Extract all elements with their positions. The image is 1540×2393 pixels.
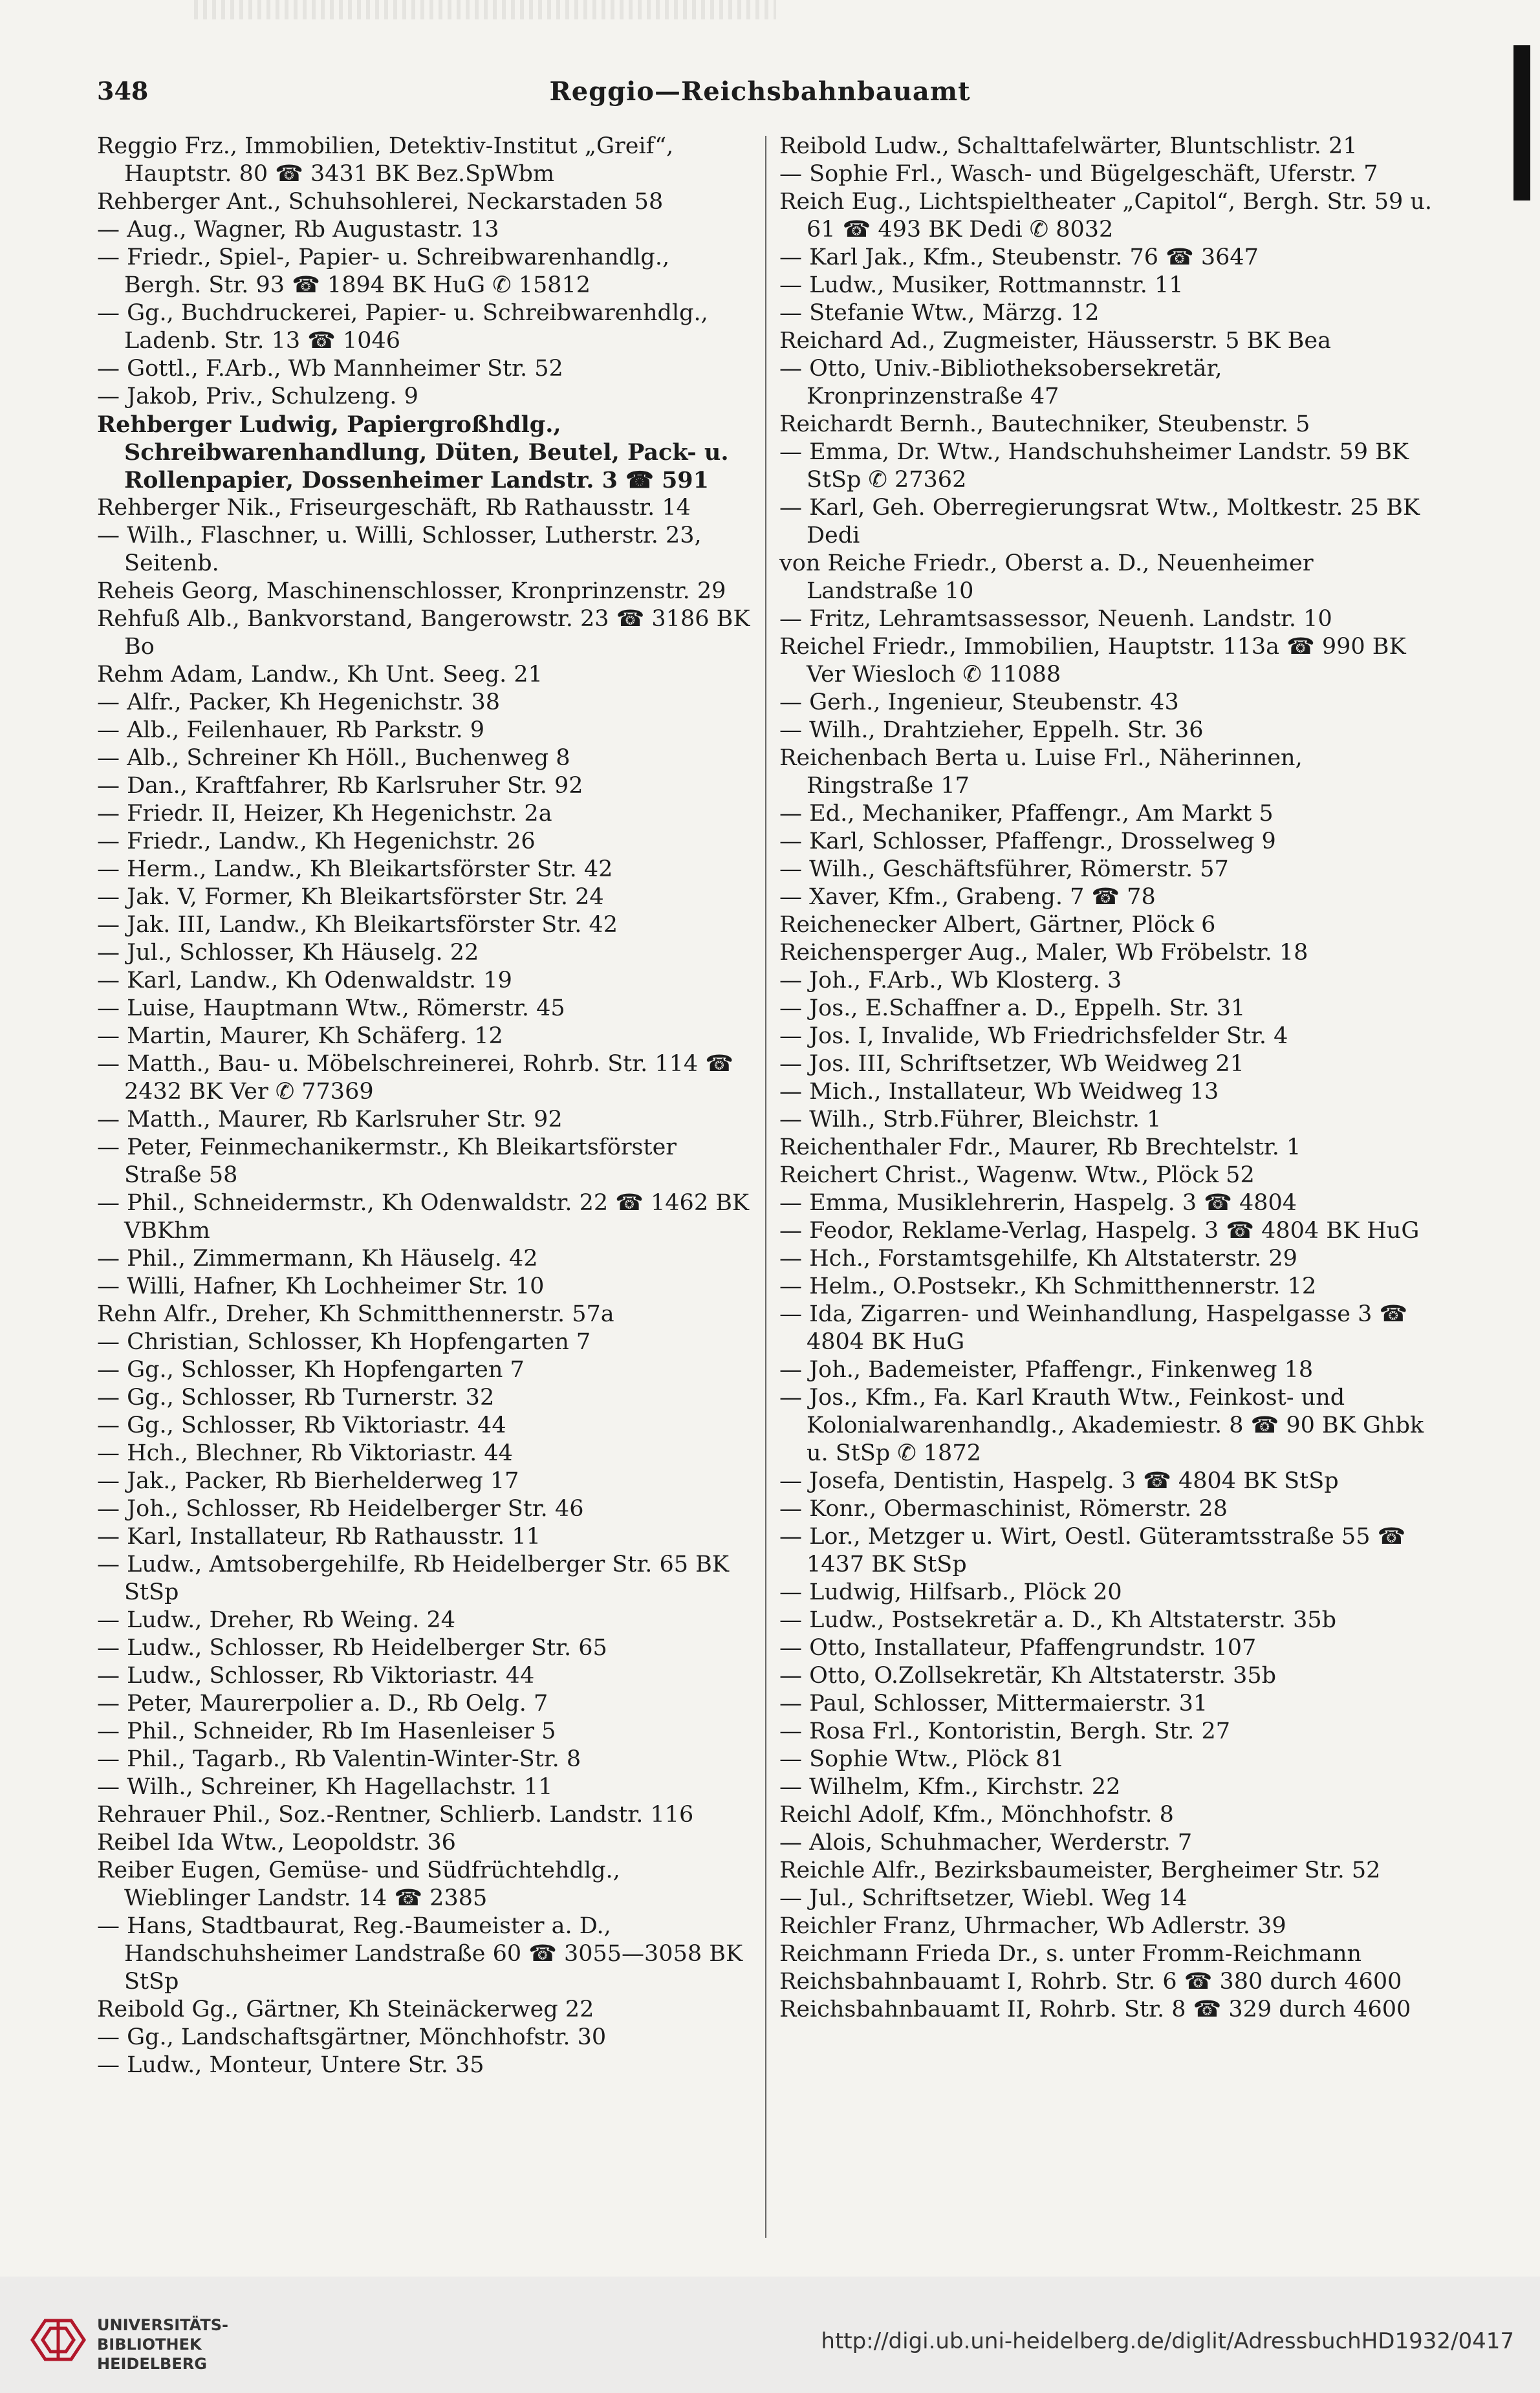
directory-entry: Rehn Alfr., Dreher, Kh Schmitthennerstr. 57a [97, 1301, 614, 1327]
scan-edge-bar [1513, 45, 1530, 200]
scan-noise [194, 0, 776, 19]
directory-entry: — Wilh., Geschäftsführer, Römerstr. 57 [779, 856, 1229, 882]
directory-entry: — Phil., Zimmermann, Kh Häuselg. 42 [97, 1246, 538, 1272]
directory-entry: — Gg., Schlosser, Kh Hopfengarten 7 [97, 1357, 525, 1383]
directory-entry: Reich Eug., Lichtspieltheater „Capitol“, Bergh. Str. 59 u. 61 ☎ 493 BK Dedi ✆ 8032 [779, 189, 1433, 243]
directory-entry: — Matth., Maurer, Rb Karlsruher Str. 92 [97, 1107, 563, 1132]
directory-entry: — Phil., Tagarb., Rb Valentin-Winter-Str. 8 [97, 1746, 581, 1772]
directory-entry: Reichel Friedr., Immobilien, Hauptstr. 113a ☎ 990 BK Ver Wiesloch ✆ 11088 [779, 634, 1406, 688]
directory-entry: — Otto, Univ.-Bibliotheksobersekretär, Kronprinzenstraße 47 [779, 356, 1222, 409]
directory-entry: Reibel Ida Wtw., Leopoldstr. 36 [97, 1830, 456, 1856]
directory-entry: — Josefa, Dentistin, Haspelg. 3 ☎ 4804 BK StSp [779, 1468, 1339, 1494]
directory-entry: — Fritz, Lehramtsassessor, Neuenh. Landstr. 10 [779, 606, 1332, 632]
directory-entry: — Phil., Schneider, Rb Im Hasenleiser 5 [97, 1718, 556, 1744]
directory-entry: — Alfr., Packer, Kh Hegenichstr. 38 [97, 689, 501, 715]
directory-entry: Rehberger Nik., Friseurgeschäft, Rb Rathausstr. 14 [97, 495, 691, 521]
directory-entry: — Wilh., Flaschner, u. Willi, Schlosser, Lutherstr. 23, Seitenb. [97, 523, 702, 576]
directory-entry: — Hans, Stadtbaurat, Reg.-Baumeister a. D., Handschuhsheimer Landstraße 60 ☎ 3055—3058 BK StSp [97, 1913, 743, 1995]
running-head: Reggio—Reichsbahnbauamt [549, 76, 971, 107]
directory-entry: — Rosa Frl., Kontoristin, Bergh. Str. 27 [779, 1718, 1231, 1744]
directory-entry: — Mich., Installateur, Wb Weidweg 13 [779, 1079, 1219, 1105]
directory-entry: — Gg., Schlosser, Rb Turnerstr. 32 [97, 1385, 495, 1411]
directory-entry: — Karl, Landw., Kh Odenwaldstr. 19 [97, 968, 512, 993]
directory-entry: — Gerh., Ingenieur, Steubenstr. 43 [779, 689, 1179, 715]
directory-entry: — Joh., Schlosser, Rb Heidelberger Str. 46 [97, 1496, 584, 1522]
directory-entry: — Aug., Wagner, Rb Augustastr. 13 [97, 217, 499, 243]
directory-entry: Reggio Frz., Immobilien, Detektiv-Institut „Greif“, Hauptstr. 80 ☎ 3431 BK Bez.SpWbm [97, 133, 674, 187]
directory-entry: — Herm., Landw., Kh Bleikartsförster Str. 42 [97, 856, 613, 882]
directory-entry: — Konr., Obermaschinist, Römerstr. 28 [779, 1496, 1228, 1522]
directory-entry: — Xaver, Kfm., Grabeng. 7 ☎ 78 [779, 884, 1156, 910]
directory-entry: — Paul, Schlosser, Mittermaierstr. 31 [779, 1691, 1208, 1716]
directory-entry: — Jos., Kfm., Fa. Karl Krauth Wtw., Feinkost- und Kolonialwarenhandlg., Akademiestr. 8 ☎ 90 BK Ghbk u. StSp ✆ 1872 [779, 1385, 1424, 1466]
directory-entry: — Ludw., Postsekretär a. D., Kh Altstaterstr. 35b [779, 1607, 1337, 1633]
directory-entry: — Emma, Dr. Wtw., Handschuhsheimer Landstr. 59 BK StSp ✆ 27362 [779, 439, 1409, 493]
directory-entry: — Alb., Schreiner Kh Höll., Buchenweg 8 [97, 745, 570, 771]
directory-entry: — Ludwig, Hilfsarb., Plöck 20 [779, 1579, 1122, 1605]
directory-entry: Rehm Adam, Landw., Kh Unt. Seeg. 21 [97, 662, 543, 688]
library-name [97, 2315, 228, 2374]
directory-entry: Rehfuß Alb., Bankvorstand, Bangerowstr. 23 ☎ 3186 BK Bo [97, 606, 750, 660]
directory-entry: Reichl Adolf, Kfm., Mönchhofstr. 8 [779, 1802, 1174, 1828]
directory-entry: — Hch., Blechner, Rb Viktoriastr. 44 [97, 1440, 513, 1466]
source-url-link[interactable]: http://digi.ub.uni-heidelberg.de/diglit/AdressbuchHD1932/0417 [821, 2328, 1514, 2354]
right-column [779, 133, 1433, 2241]
directory-entry: — Jak. V, Former, Kh Bleikartsförster Str. 24 [97, 884, 604, 910]
library-name-line: HEIDELBERG [97, 2355, 207, 2373]
directory-entry: — Lor., Metzger u. Wirt, Oestl. Güteramtsstraße 55 ☎ 1437 BK StSp [779, 1524, 1406, 1577]
directory-entry: — Ludw., Schlosser, Rb Viktoriastr. 44 [97, 1663, 535, 1689]
directory-entry: — Jul., Schlosser, Kh Häuselg. 22 [97, 940, 479, 966]
directory-entry: — Jak. III, Landw., Kh Bleikartsförster Str. 42 [97, 912, 618, 938]
left-column [97, 133, 750, 2241]
directory-entry: — Karl, Schlosser, Pfaffengr., Drosselweg 9 [779, 828, 1276, 854]
directory-entry: — Gg., Buchdruckerei, Papier- u. Schreibwarenhdlg., Ladenb. Str. 13 ☎ 1046 [97, 300, 708, 354]
directory-entry: Reibold Gg., Gärtner, Kh Steinäckerweg 22 [97, 1997, 594, 2022]
directory-entry: Reichard Ad., Zugmeister, Häusserstr. 5 BK Bea [779, 328, 1331, 354]
directory-entry: Reheis Georg, Maschinenschlosser, Kronprinzenstr. 29 [97, 578, 726, 604]
directory-entry: — Martin, Maurer, Kh Schäferg. 12 [97, 1023, 503, 1049]
page-number: 348 [97, 76, 149, 105]
directory-entry: — Otto, Installateur, Pfaffengrundstr. 107 [779, 1635, 1257, 1661]
directory-entry: — Karl, Geh. Oberregierungsrat Wtw., Moltkestr. 25 BK Dedi [779, 495, 1420, 548]
directory-entry: — Friedr., Landw., Kh Hegenichstr. 26 [97, 828, 536, 854]
directory-entry: Reichenbach Berta u. Luise Frl., Näherinnen, Ringstraße 17 [779, 745, 1303, 799]
directory-entry: — Ludw., Monteur, Untere Str. 35 [97, 2052, 484, 2078]
directory-entry: — Jakob, Priv., Schulzeng. 9 [97, 384, 418, 409]
directory-entry: — Karl, Installateur, Rb Rathausstr. 11 [97, 1524, 541, 1550]
directory-entry: — Peter, Maurerpolier a. D., Rb Oelg. 7 [97, 1691, 548, 1716]
directory-entry: — Gg., Schlosser, Rb Viktoriastr. 44 [97, 1413, 506, 1438]
directory-entry: Reichenecker Albert, Gärtner, Plöck 6 [779, 912, 1216, 938]
directory-entry: Reichmann Frieda Dr., s. unter Fromm-Reichmann [779, 1941, 1362, 1967]
directory-entry: — Christian, Schlosser, Kh Hopfengarten 7 [97, 1329, 591, 1355]
directory-entry: — Phil., Schneidermstr., Kh Odenwaldstr. 22 ☎ 1462 BK VBKhm [97, 1190, 750, 1244]
directory-entry: — Peter, Feinmechanikermstr., Kh Bleikartsförster Straße 58 [97, 1134, 677, 1188]
directory-entry: — Stefanie Wtw., Märzg. 12 [779, 300, 1100, 326]
directory-entry: — Karl Jak., Kfm., Steubenstr. 76 ☎ 3647 [779, 244, 1259, 270]
directory-entry: — Hch., Forstamtsgehilfe, Kh Altstaterstr. 29 [779, 1246, 1297, 1272]
directory-entry: — Willi, Hafner, Kh Lochheimer Str. 10 [97, 1273, 545, 1299]
directory-entry: — Friedr. II, Heizer, Kh Hegenichstr. 2a [97, 801, 552, 827]
column-divider [765, 136, 766, 2238]
directory-entry: Reichsbahnbauamt I, Rohrb. Str. 6 ☎ 380 durch 4600 [779, 1969, 1402, 1995]
directory-entry: — Matth., Bau- u. Möbelschreinerei, Rohrb. Str. 114 ☎ 2432 BK Ver ✆ 77369 [97, 1051, 733, 1105]
directory-entry: — Jul., Schriftsetzer, Wiebl. Weg 14 [779, 1885, 1188, 1911]
directory-entry: — Gottl., F.Arb., Wb Mannheimer Str. 52 [97, 356, 563, 382]
directory-entry: Reichert Christ., Wagenw. Wtw., Plöck 52 [779, 1162, 1255, 1188]
directory-entry: Reichle Alfr., Bezirksbaumeister, Bergheimer Str. 52 [779, 1857, 1381, 1883]
directory-entry: — Luise, Hauptmann Wtw., Römerstr. 45 [97, 995, 565, 1021]
directory-entry: — Emma, Musiklehrerin, Haspelg. 3 ☎ 4804 [779, 1190, 1297, 1216]
directory-entry: Reibold Ludw., Schalttafelwärter, Bluntschlistr. 21 [779, 133, 1358, 159]
directory-entry: Reiber Eugen, Gemüse- und Südfrüchtehdlg., Wieblinger Landstr. 14 ☎ 2385 [97, 1857, 620, 1911]
directory-entry: — Feodor, Reklame-Verlag, Haspelg. 3 ☎ 4804 BK HuG [779, 1218, 1420, 1244]
directory-entry: Reichardt Bernh., Bautechniker, Steubenstr. 5 [779, 411, 1310, 437]
directory-entry: — Gg., Landschaftsgärtner, Mönchhofstr. 30 [97, 2024, 607, 2050]
directory-entry: — Wilh., Drahtzieher, Eppelh. Str. 36 [779, 717, 1204, 743]
directory-entry: Reichsbahnbauamt II, Rohrb. Str. 8 ☎ 329 durch 4600 [779, 1997, 1411, 2022]
directory-entry: Rehberger Ludwig, Papiergroßhdlg., Schreibwarenhandlung, Düten, Beutel, Pack- u. Rollenpapier, Dossenheimer Landstr. 3 ☎ 591 [97, 411, 729, 493]
directory-entry: Rehberger Ant., Schuhsohlerei, Neckarstaden 58 [97, 189, 664, 215]
library-name-line: UNIVERSITÄTS- [97, 2316, 229, 2334]
directory-entry: — Dan., Kraftfahrer, Rb Karlsruher Str. 92 [97, 773, 583, 799]
directory-entry: — Ludw., Dreher, Rb Weing. 24 [97, 1607, 456, 1633]
directory-entry: — Sophie Wtw., Plöck 81 [779, 1746, 1065, 1772]
directory-entry: — Alb., Feilenhauer, Rb Parkstr. 9 [97, 717, 484, 743]
library-name-line: BIBLIOTHEK [97, 2335, 202, 2354]
directory-entry: — Joh., F.Arb., Wb Klosterg. 3 [779, 968, 1122, 993]
directory-entry: von Reiche Friedr., Oberst a. D., Neuenheimer Landstraße 10 [779, 550, 1314, 604]
library-logo-icon [26, 2308, 91, 2372]
page-header [97, 76, 1423, 115]
directory-entry: — Ed., Mechaniker, Pfaffengr., Am Markt 5 [779, 801, 1274, 827]
directory-entry: — Wilh., Schreiner, Kh Hagellachstr. 11 [97, 1774, 553, 1800]
directory-entry: — Jak., Packer, Rb Bierhelderweg 17 [97, 1468, 519, 1494]
directory-entry: Reichensperger Aug., Maler, Wb Fröbelstr. 18 [779, 940, 1308, 966]
footer-bar [0, 2277, 1540, 2393]
directory-entry: — Ludw., Schlosser, Rb Heidelberger Str. 65 [97, 1635, 607, 1661]
directory-entry: Rehrauer Phil., Soz.-Rentner, Schlierb. Landstr. 116 [97, 1802, 694, 1828]
directory-entry: — Sophie Frl., Wasch- und Bügelgeschäft, Uferstr. 7 [779, 161, 1378, 187]
directory-entry: — Jos. III, Schriftsetzer, Wb Weidweg 21 [779, 1051, 1244, 1077]
directory-entry: Reichenthaler Fdr., Maurer, Rb Brechtelstr. 1 [779, 1134, 1301, 1160]
directory-entry: — Friedr., Spiel-, Papier- u. Schreibwarenhandlg., Bergh. Str. 93 ☎ 1894 BK HuG ✆ 15812 [97, 244, 670, 298]
directory-entry: — Wilhelm, Kfm., Kirchstr. 22 [779, 1774, 1121, 1800]
directory-entry: — Wilh., Strb.Führer, Bleichstr. 1 [779, 1107, 1162, 1132]
directory-entry: Reichler Franz, Uhrmacher, Wb Adlerstr. 39 [779, 1913, 1286, 1939]
directory-entry: — Alois, Schuhmacher, Werderstr. 7 [779, 1830, 1193, 1856]
directory-entry: — Jos. I, Invalide, Wb Friedrichsfelder Str. 4 [779, 1023, 1288, 1049]
directory-entry: — Helm., O.Postsekr., Kh Schmitthennerstr. 12 [779, 1273, 1317, 1299]
directory-entry: — Ludw., Amtsobergehilfe, Rb Heidelberger Str. 65 BK StSp [97, 1552, 730, 1605]
directory-entry: — Ida, Zigarren- und Weinhandlung, Haspelgasse 3 ☎ 4804 BK HuG [779, 1301, 1408, 1355]
directory-entry: — Otto, O.Zollsekretär, Kh Altstaterstr. 35b [779, 1663, 1277, 1689]
directory-entry: — Jos., E.Schaffner a. D., Eppelh. Str. 31 [779, 995, 1246, 1021]
directory-entry: — Ludw., Musiker, Rottmannstr. 11 [779, 272, 1184, 298]
directory-entry: — Joh., Bademeister, Pfaffengr., Finkenweg 18 [779, 1357, 1314, 1383]
